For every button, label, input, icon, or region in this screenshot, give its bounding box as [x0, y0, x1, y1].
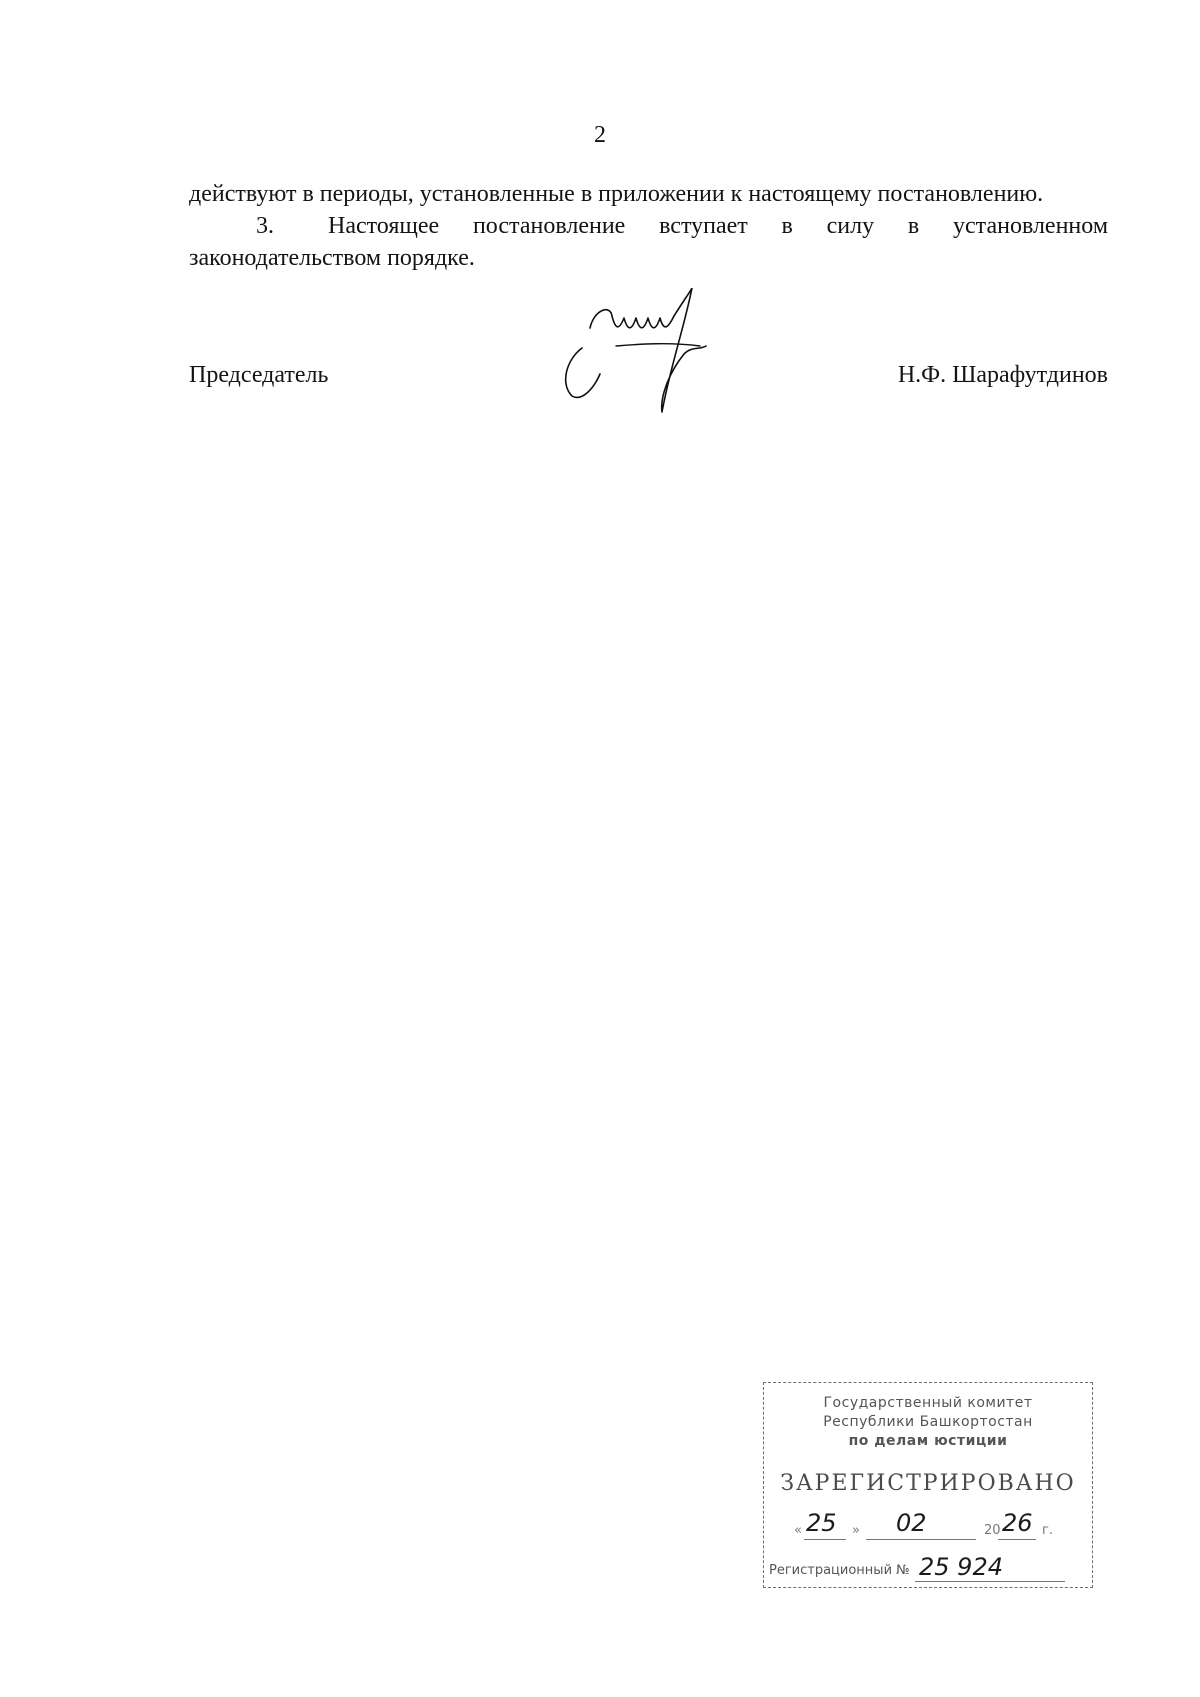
stamp-date [794, 1507, 1084, 1543]
stamp-status: ЗАРЕГИСТРИРОВАНО [780, 1471, 1076, 1496]
document-body [189, 178, 1108, 274]
stamp-line-2: Республики Башкортостан [823, 1414, 1033, 1430]
stamp-month-line [866, 1539, 976, 1540]
registration-stamp [763, 1382, 1093, 1588]
paragraph-continuation-lead: действуют в периоды, установленные в приложении к настоящему [189, 181, 872, 207]
stamp-day: 25 [806, 1509, 837, 1537]
stamp-reg-line [915, 1581, 1065, 1582]
paragraph-3-number: 3. [256, 213, 274, 239]
stamp-reg-number: 25 924 [919, 1553, 1003, 1581]
stamp-line-3: по делам юстиции [848, 1433, 1008, 1449]
stamp-day-line [804, 1539, 846, 1540]
paragraph-3-text: Настоящее постановление вступает в силу в установленном законодательством порядке. [189, 213, 1108, 271]
paragraph-continuation [189, 178, 1108, 210]
stamp-reg-label: Регистрационный № [769, 1563, 910, 1578]
stamp-month: 02 [896, 1509, 927, 1537]
stamp-year-line [998, 1539, 1036, 1540]
page-number: 2 [594, 122, 606, 148]
stamp-year-suffix: 26 [1002, 1509, 1033, 1537]
stamp-registration [769, 1553, 1089, 1585]
stamp-year-prefix: 20 [984, 1523, 1001, 1538]
signer-name: Н.Ф. Шарафутдинов [897, 362, 1108, 388]
signer-title: Председатель [189, 362, 329, 388]
stamp-open-quote: « [794, 1523, 802, 1538]
paragraph-3 [189, 210, 1108, 274]
stamp-close-quote: » [852, 1523, 860, 1538]
stamp-year-mark: г. [1042, 1523, 1053, 1538]
handwritten-signature [560, 288, 740, 458]
paragraph-continuation-tail: постановлению. [877, 181, 1044, 207]
stamp-line-1: Государственный комитет [823, 1395, 1033, 1411]
